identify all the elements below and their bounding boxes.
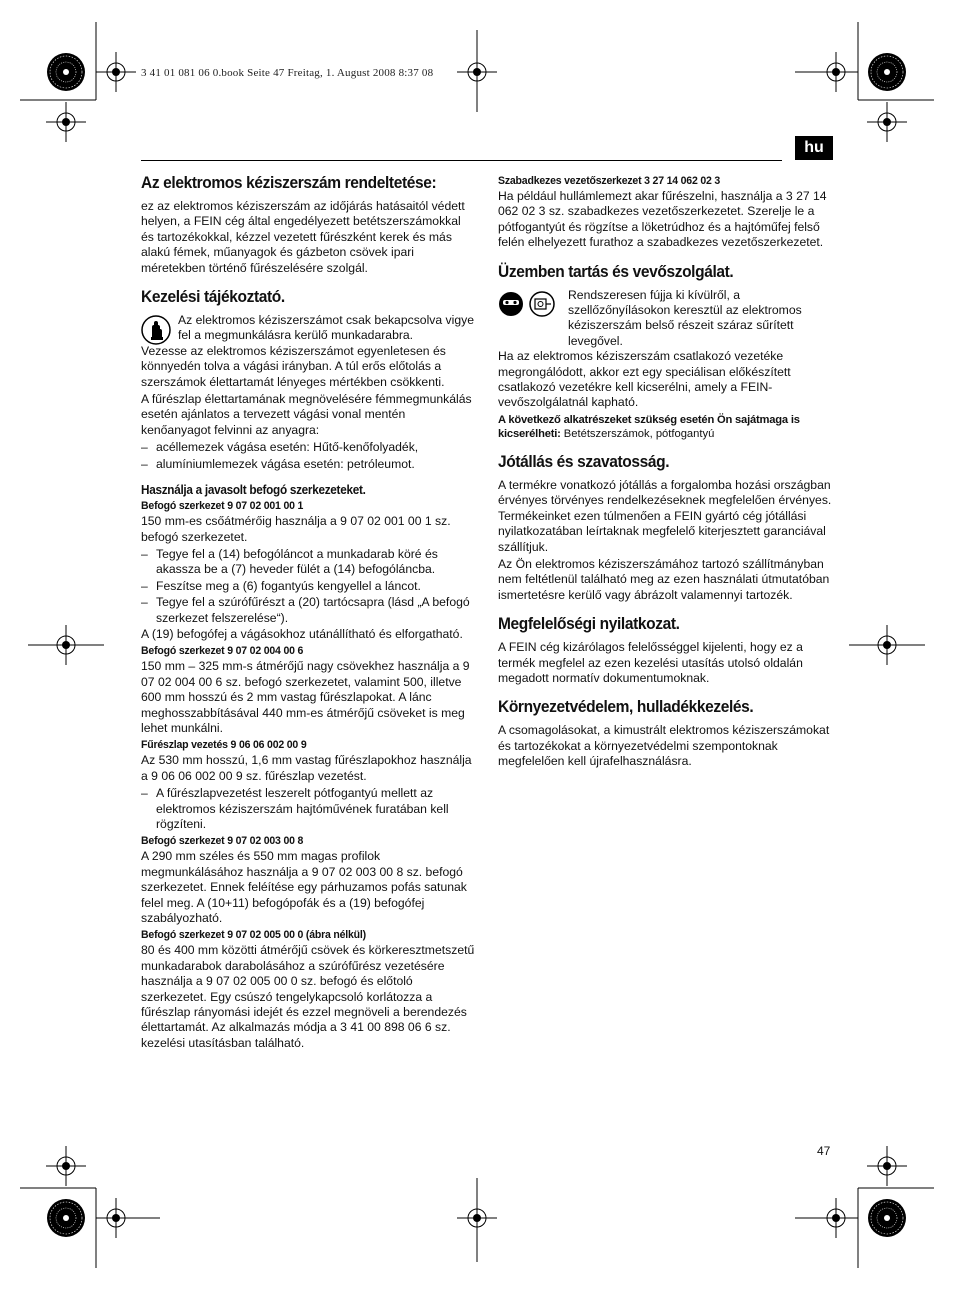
language-badge: hu <box>795 136 833 160</box>
list-item: – Tegye fel a szúrófűrészt a (20) tartócsapra (lásd „A befogó szerkezet felszerelése“). <box>141 595 476 626</box>
safety-gear-icon <box>498 290 558 322</box>
list-item: – alumíniumlemezek vágása esetén: petróleumot. <box>141 457 476 472</box>
registration-star-icon <box>47 53 85 91</box>
clamp-title: Fűrészlap vezetés 9 06 06 002 00 9 <box>141 739 307 752</box>
clamp-title: Befogó szerkezet 9 07 02 005 00 0 (ábra nélkül) <box>141 929 366 942</box>
clamp-title: Szabadkezes vezetőszerkezet 3 27 14 062 02 3 <box>498 175 721 187</box>
paragraph: 80 és 400 mm közötti átmérőjű csövek és körkeresztmetszetű munkadarabok darabolásához a szúrófűrész vezetésére használja a 9 07 02 005 00 0 sz. befogó és előtoló szerkezetet. Egy csúszó tengelykapcsoló korlátozza a fűrészlap rányomási idejét és ezzel megnöveli a berendezés élettartamát. Az alkalmazás módja a 3 41 00 898 06 6 sz. kezelési utasításban található. <box>141 943 475 1050</box>
left-column <box>141 172 476 1053</box>
section-title-environment: Környezetvédelem, hulladékkezelés. <box>498 698 754 717</box>
paragraph: 150 mm-es csőátmérőig használja a 9 07 02 001 00 1 sz. befogó szerkezetet. <box>141 514 451 544</box>
registration-star-icon <box>868 1199 906 1237</box>
list-item: – A fűrészlapvezetést leszerelt pótfogantyú mellett az elektromos kéziszerszám hajtóművének furatában kell rögzíteni. <box>141 786 476 832</box>
clamp-title: Befogó szerkezet 9 07 02 004 00 6 <box>141 645 304 658</box>
paragraph: Ha például hullámlemezt akar fűrészelni, használja a 3 27 14 062 02 3 sz. szabadkezes vezetőszerkezetet. Szerelje le a pótfogantyút és rögzítse a löketrúdhoz és a hajtóműfej felső felén elhelyezett furathoz a szabadkezes vezetőszerkezetet. <box>498 189 827 250</box>
icon-note <box>141 313 476 344</box>
paragraph: Rendszeresen fújja ki kívülről, a szellőzőnyílásokon keresztül az elektromos kéziszerszám belső részeit száraz sűrített levegővel. <box>568 287 802 348</box>
paragraph: A 290 mm széles és 550 mm magas profilok megmunkálásához használja a 9 07 02 003 00 8 sz. befogó szerkezetet. Ennek feléítése egy párhuzamos pofás satunak felel meg. A (10+11) befogópofák és a (19) befogófej szabályozható. <box>141 849 467 926</box>
paragraph: Az 530 mm hosszú, 1,6 mm vastag fűrészlapokhoz használja a 9 06 06 002 00 9 sz. fűrészlap vezetést. <box>141 753 472 783</box>
paragraph: Ha az elektromos kéziszerszám csatlakozó vezetéke megrongálódott, akkor ezt egy speciálisan előkészített csatlakozó vezetékre kell kicserélni, amely a FEIN-vevőszolgálatnál kapható. <box>498 349 791 410</box>
registration-cross-icon <box>867 102 907 142</box>
file-info-line: 3 41 01 081 06 0.book Seite 47 Freitag, 1. August 2008 8:37 08 <box>141 67 434 79</box>
hand-on-switch-icon <box>141 315 171 349</box>
bold-note-label: A következő alkatrészeket szükség esetén Ön sajátmaga is kicserélheti: <box>498 413 800 440</box>
clamp-title: Befogó szerkezet 9 07 02 001 00 1 <box>141 500 304 513</box>
section-title-conformity: Megfelelőségi nyilatkozat. <box>498 615 680 634</box>
paragraph: A fűrészlap élettartamának megnövelésére fémmegmunkálás esetén ajánlatos a tervezett vágási vonal mentén kenőanyagot felvinni az anyagra: <box>141 392 472 437</box>
paragraph: A termékre vonatkozó jótállás a forgalomba hozási országban érvényes törvényes rendelkezéseknek megfelelően érvényes. Termékeinket ezen túlmenően a FEIN gyártó cég jótállási nyilatkozatában leírtaknak megfelelő kiterjesztett garanciával szállítjuk. <box>498 477 832 554</box>
paragraph: 150 mm – 325 mm-s átmérőjű nagy csövekhez használja a 9 07 02 004 00 6 sz. befogó szerkezetet, valamint 500, illetve 600 mm hosszú és 2 mm vastag fűrészlapokat. A lánc meghosszabbításával 440 mm-es átmérőjű csöveket is meg lehet munkálni. <box>141 659 470 735</box>
list-item: – acéllemezek vágása esetén: Hűtő-kenőfolyadék, <box>141 440 476 455</box>
page-number: 47 <box>817 1144 831 1158</box>
section-title-maintenance: Üzemben tartás és vevőszolgálat. <box>498 262 734 281</box>
section-title-operating: Kezelési tájékoztató. <box>141 288 285 307</box>
paragraph: A csomagolásokat, a kimustrált elektromos kéziszerszámokat és tartozékokat a környezetvédelmi szempontoknak megfelelően kell újrafelhasználásra. <box>498 723 830 769</box>
list-item: – Feszítse meg a (6) fogantyús kengyellel a láncot. <box>141 579 476 594</box>
paragraph: A FEIN cég kizárólagos felelősséggel kijelenti, hogy ez a termék megfelel az ezen kezelési utasítás utolsó oldalán megadott normatív dokumentumoknak. <box>498 640 803 685</box>
paragraph: Az Ön elektromos kéziszerszámához tartozó szállítmányban nem feltétlenül található meg az ezen használati útmutatóban ismertetésre kerülő vagy ábrázolt valamennyi tartozék. <box>498 556 830 602</box>
right-column <box>498 172 833 772</box>
paragraph: Vezesse az elektromos kéziszerszámot egyenletesen és könnyedén tolva a vágási irányban. A túl erős előtolás a szerszámok élettartamát lényeges mértékben csökkenti. <box>141 343 446 389</box>
registration-cross-icon <box>867 1146 907 1186</box>
subsection-title: Használja a javasolt befogó szerkezeteket. <box>141 483 366 498</box>
section-title-warranty: Jótállás és szavatosság. <box>498 452 670 471</box>
paragraph: A (19) befogófej a vágásokhoz utánállítható és elforgatható. <box>141 626 463 641</box>
paragraph: ez az elektromos kéziszerszám az időjárás hatásaitól védett helyen, a FEIN cég által engedélyezett betétszerszámokkal és tartozékokkal, kézzel vezetett fűrészként kerek és más alakú fémek, műanyagok és gázbeton csövek ipari méretekben történő fűrészelésére szolgál. <box>141 199 465 275</box>
registration-cross-icon <box>46 102 86 142</box>
clamp-title: Befogó szerkezet 9 07 02 003 00 8 <box>141 835 304 848</box>
icon-note <box>498 288 833 350</box>
list-item: – Tegye fel a (14) befogóláncot a munkadarab köré és akassza be a (7) heveder fülét a (14) befogóláncba. <box>141 547 476 578</box>
bold-note-rest: Betétszerszámok, pótfogantyú <box>560 427 715 440</box>
registration-cross-icon <box>96 52 136 92</box>
header-rule <box>141 160 782 161</box>
registration-cross-icon <box>46 1146 86 1186</box>
paragraph: Az elektromos kéziszerszámot csak bekapcsolva vigye fel a megmunkálásra kerülő munkadarabra. <box>178 313 474 343</box>
registration-star-icon <box>868 53 906 91</box>
registration-star-icon <box>47 1199 85 1237</box>
section-title-intended-use: Az elektromos kéziszerszám rendeltetése: <box>141 174 437 192</box>
replaceable-parts-note <box>498 413 833 441</box>
